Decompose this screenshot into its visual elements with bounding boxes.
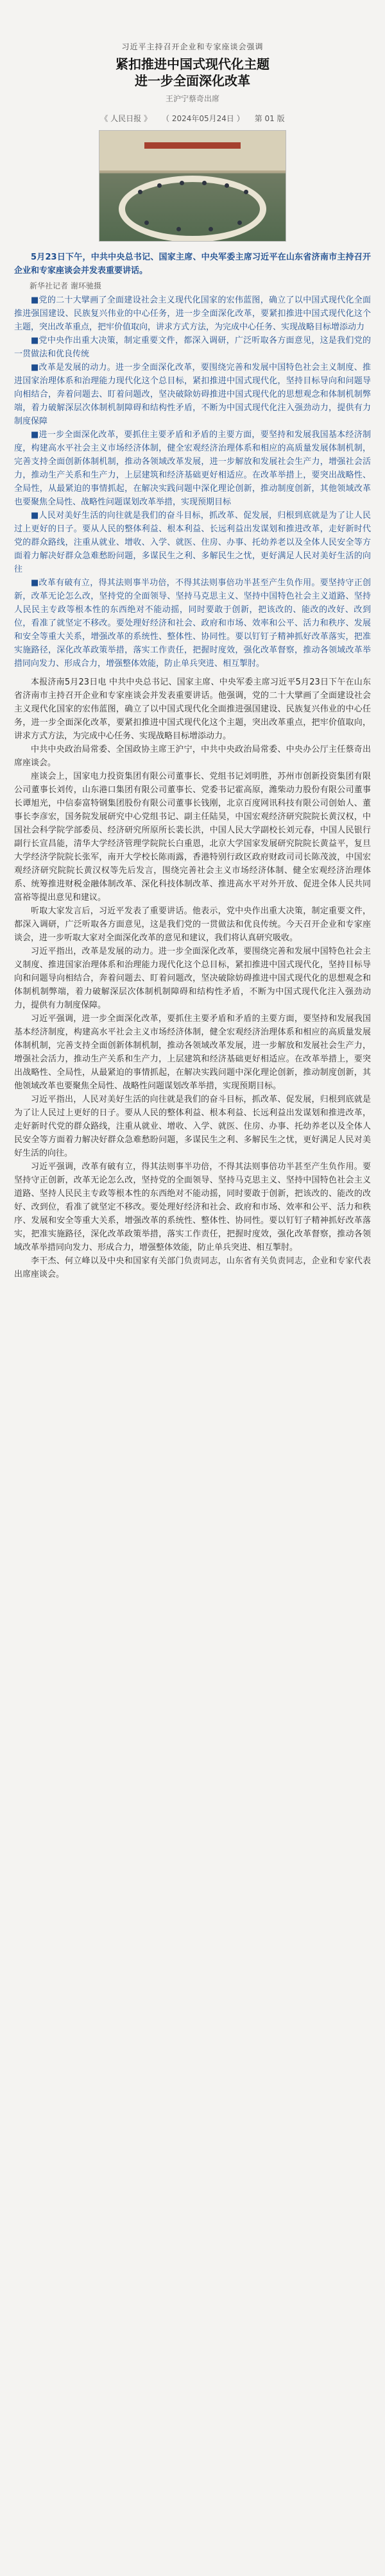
summary-point: ■改革是发展的动力。进一步全面深化改革，要围绕完善和发展中国特色社会主义制度、推进国家治理体系和治理能力现代化这个总目标，紧扣推进中国式现代化，坚持目标导向和问题导向相结合，奔着问题去、盯着问题改，坚决破除妨碍推进中国式现代化的思想观念和体制机制弊端，着力破解深层次体制机制障碍和结构性矛盾，不断为中国式现代化注入强劲动力，提供有力制度保障 bbox=[14, 363, 371, 426]
photo-person bbox=[209, 227, 213, 231]
photo-person bbox=[180, 181, 184, 185]
summary-point: ■人民对美好生活的向往就是我们的奋斗目标，抓改革、促发展，归根到底就是为了让人民过上更好的日子。要从人民的整体利益、根本利益、长远利益出发谋划和推进改革，走好新时代党的群众路线，注重从就业、增收、入学、就医、住房、办事、托幼养老以及全体人民安全等方面着力解决好群众急难愁盼问题，多谋民生之利、多解民生之忧，更好满足人民对美好生活的向往 bbox=[14, 511, 371, 574]
kicker: 习近平主持召开企业和专家座谈会强调 bbox=[121, 42, 264, 51]
photo-person bbox=[144, 220, 149, 225]
photo-person bbox=[157, 183, 162, 188]
summary-point: ■党中央作出重大决策，制定重要文件，都深入调研，广泛听取各方面意见，这是我们党的一贯做法和优良传统 bbox=[14, 336, 371, 359]
article-body bbox=[14, 294, 371, 1281]
source-line bbox=[14, 113, 371, 124]
meeting-photo bbox=[99, 130, 286, 242]
body-paragraph: 习近平指出，人民对美好生活的向往就是我们的奋斗目标，抓改革、促发展，归根到底就是为了让人民过上更好的日子。要从人民的整体利益、根本利益、长远利益出发谋划和推进改革，走好新时代党的群众路线，注重从就业、增收、入学、就医、住房、办事、托幼养老以及全体人民安全等方面着力解决好群众急难愁盼问题，多谋民生之利、多解民生之忧，更好满足人民对美好生活的向往。 bbox=[14, 1095, 371, 1158]
article-page bbox=[14, 0, 371, 1281]
photo-person bbox=[244, 190, 248, 194]
photo-person bbox=[176, 227, 181, 231]
body-paragraph: 座谈会上，国家电力投资集团有限公司董事长、党组书记刘明胜，苏州市创新投资集团有限公司董事长刘传，山东港口集团有限公司董事长、党委书记霍高原，潍柴动力股份有限公司董事长谭旭光，中信泰富特钢集团股份有限公司董事长钱刚，北京百度网讯科技有限公司创始人、董事长李彦宏，国务院发展研究中心党组书记、副主任陆昊，中国宏观经济研究院院长黄汉权，中国社会科学院学部委员、经济研究所原所长裴长洪，中国人民大学副校长刘元春，中国人民银行副行长宣昌能，清华大学经济管理学院院长白重恩，北京大学国家发展研究院院长黄益平，复旦大学经济学院院长张军，南开大学校长陈雨露，香港特别行政区政府财政司司长陈茂波，中国宏观经济研究院院长黄汉权等先后发言，围绕完善社会主义市场经济体制、健全宏观经济治理体系、统筹推进财税金融体制改革、深化科技体制改革、推进高水平对外开放、促进全体人民共同富裕等提出意见和建议。 bbox=[14, 772, 371, 902]
source-page: 第 01 版 bbox=[254, 114, 285, 123]
body-paragraph: 李干杰、何立峰以及中央和国家有关部门负责同志，山东省有关负责同志，企业和专家代表出席座谈会。 bbox=[14, 1256, 371, 1279]
section-spacer bbox=[14, 670, 371, 676]
photo-wall bbox=[99, 131, 286, 170]
source-date: （ 2024年05月24日 ） bbox=[162, 114, 244, 123]
body-paragraph: 习近平指出，改革是发展的动力。进一步全面深化改革，要围绕完善和发展中国特色社会主义制度、推进国家治理体系和治理能力现代化这个总目标，紧扣推进中国式现代化，坚持目标导向和问题导向相结合，奔着问题去、盯着问题改，坚决破除妨碍推进中国式现代化的思想观念和体制机制弊端，着力破解深层次体制机制障碍和结构性矛盾，不断为中国式现代化注入强劲动力，提供有力制度保障。 bbox=[14, 947, 371, 1010]
body-paragraph: 中共中央政治局常委、全国政协主席王沪宁，中共中央政治局常委、中央办公厅主任蔡奇出席座谈会。 bbox=[14, 745, 371, 768]
headline-line-1: 紧扣推进中国式现代化主题 bbox=[116, 56, 270, 72]
photo-person bbox=[138, 190, 142, 194]
photo-byline: 新华社记者 谢环驰摄 bbox=[30, 281, 101, 290]
lead-paragraph: 5月23日下午，中共中央总书记、国家主席、中央军委主席习近平在山东省济南市主持召开企业和专家座谈会并发表重要讲话。 bbox=[14, 253, 371, 276]
subheadline: 王沪宁蔡奇出席 bbox=[165, 94, 219, 103]
photo-person bbox=[225, 183, 229, 188]
photo-meeting-table bbox=[119, 176, 266, 242]
body-paragraph: 听取大家发言后，习近平发表了重要讲话。他表示，党中央作出重大决策，制定重要文件，都深入调研，广泛听取各方面意见，这是我们党的一贯做法和优良传统。今天召开企业和专家座谈会，进一步听取大家对全面深化改革的意见和建议，我们将认真研究吸收。 bbox=[14, 906, 371, 943]
summary-point: ■改革有破有立，得其法则事半功倍，不得其法则事倍功半甚至产生负作用。要坚持守正创新，改革无论怎么改，坚持党的全面领导、坚持马克思主义、坚持中国特色社会主义道路、坚持人民民主专政等根本性的东西绝对不能动摇，同时要敢于创新，把该改的、能改的改好、改到位，看准了就坚定不移改。要处理好经济和社会、政府和市场、效率和公平、活力和秩序、发展和安全等重大关系，增强改革的系统性、整体性、协同性。要以钉钉子精神抓好改革落实，把准实施路径，深化改革政策举措，落实工作责任，把握时度效，强化改革督察，推动各领域改革举措同向发力、形成合力，增强整体效能，防止单兵突进、相互掣肘。 bbox=[14, 578, 371, 669]
body-paragraph: 习近平强调，改革有破有立，得其法则事半功倍，不得其法则事倍功半甚至产生负作用。要坚持守正创新，改革无论怎么改，坚持党的全面领导、坚持马克思主义、坚持中国特色社会主义道路、坚持人民民主专政等根本性的东西绝对不能动摇，同时要敢于创新，把该改的、能改的改好、改到位，看准了就坚定不移改。要处理好经济和社会、政府和市场、效率和公平、活力和秩序、发展和安全等重大关系，增强改革的系统性、整体性、协同性。要以钉钉子精神抓好改革落实，把准实施路径，深化改革政策举措，落实工作责任，把握时度效，强化改革督察，推动各领域改革举措同向发力、形成合力，增强整体效能，防止单兵突进、相互掣肘。 bbox=[14, 1162, 371, 1252]
photo-person bbox=[202, 181, 207, 185]
photo-banner bbox=[144, 142, 241, 149]
summary-point: ■党的二十大擘画了全面建设社会主义现代化国家的宏伟蓝图，确立了以中国式现代化全面推进强国建设、民族复兴伟业的中心任务，进一步全面深化改革，要紧扣推进中国式现代化这个主题，突出改革重点，把牢价值取向，讲求方式方法，为完成中心任务、实现战略目标增添动力 bbox=[14, 295, 371, 332]
headline-line-2: 进一步全面深化改革 bbox=[135, 73, 250, 88]
body-paragraph: 习近平强调，进一步全面深化改革，要抓住主要矛盾和矛盾的主要方面，要坚持和发展我国基本经济制度，构建高水平社会主义市场经济体制，健全宏观经济治理体系和相应的高质量发展体制机制，完善支持全面创新体制机制，推动各领域改革发展，进一步解放和发展社会生产力，增强社会活力，推动生产关系和生产力，上层建筑和经济基础更好相适应。在改革举措上，要突出战略性、全局性，从最紧迫的事情抓起，在解决实践问题中深化理论创新，推动制度创新，其他领域改革也要聚焦全局性、战略性问题谋划改革举措，实现预期目标。 bbox=[14, 1014, 371, 1091]
summary-point: ■进一步全面深化改革，要抓住主要矛盾和矛盾的主要方面，要坚持和发展我国基本经济制度，构建高水平社会主义市场经济体制，健全宏观经济治理体系和相应的高质量发展体制机制，完善支持全面创新体制机制，推动各领域改革发展，进一步解放和发展社会生产力，增强社会活力，推动生产关系和生产力，上层建筑和经济基础更好相适应。在改革举措上，要突出战略性、全局性，从最紧迫的事情抓起，在解决实践问题中深化理论创新，推动制度创新，其他领域改革也要聚焦全局性、战略性问题谋划改革举措，实现预期目标 bbox=[14, 430, 371, 507]
source-paper: 《 人民日报 》 bbox=[100, 114, 151, 123]
body-paragraph: 本报济南5月23日电 中共中央总书记、国家主席、中央军委主席习近平5月23日下午在山东省济南市主持召开企业和专家座谈会并发表重要讲话。他强调，党的二十大擘画了全面建设社会主义现代化国家的宏伟蓝图，确立了以中国式现代化全面推进强国建设、民族复兴伟业的中心任务，进一步全面深化改革，要紧扣推进中国式现代化这个主题，突出改革重点，把牢价值取向，讲求方式方法，为完成中心任务、实现战略目标增添动力。 bbox=[14, 677, 371, 741]
photo-person bbox=[237, 220, 242, 225]
